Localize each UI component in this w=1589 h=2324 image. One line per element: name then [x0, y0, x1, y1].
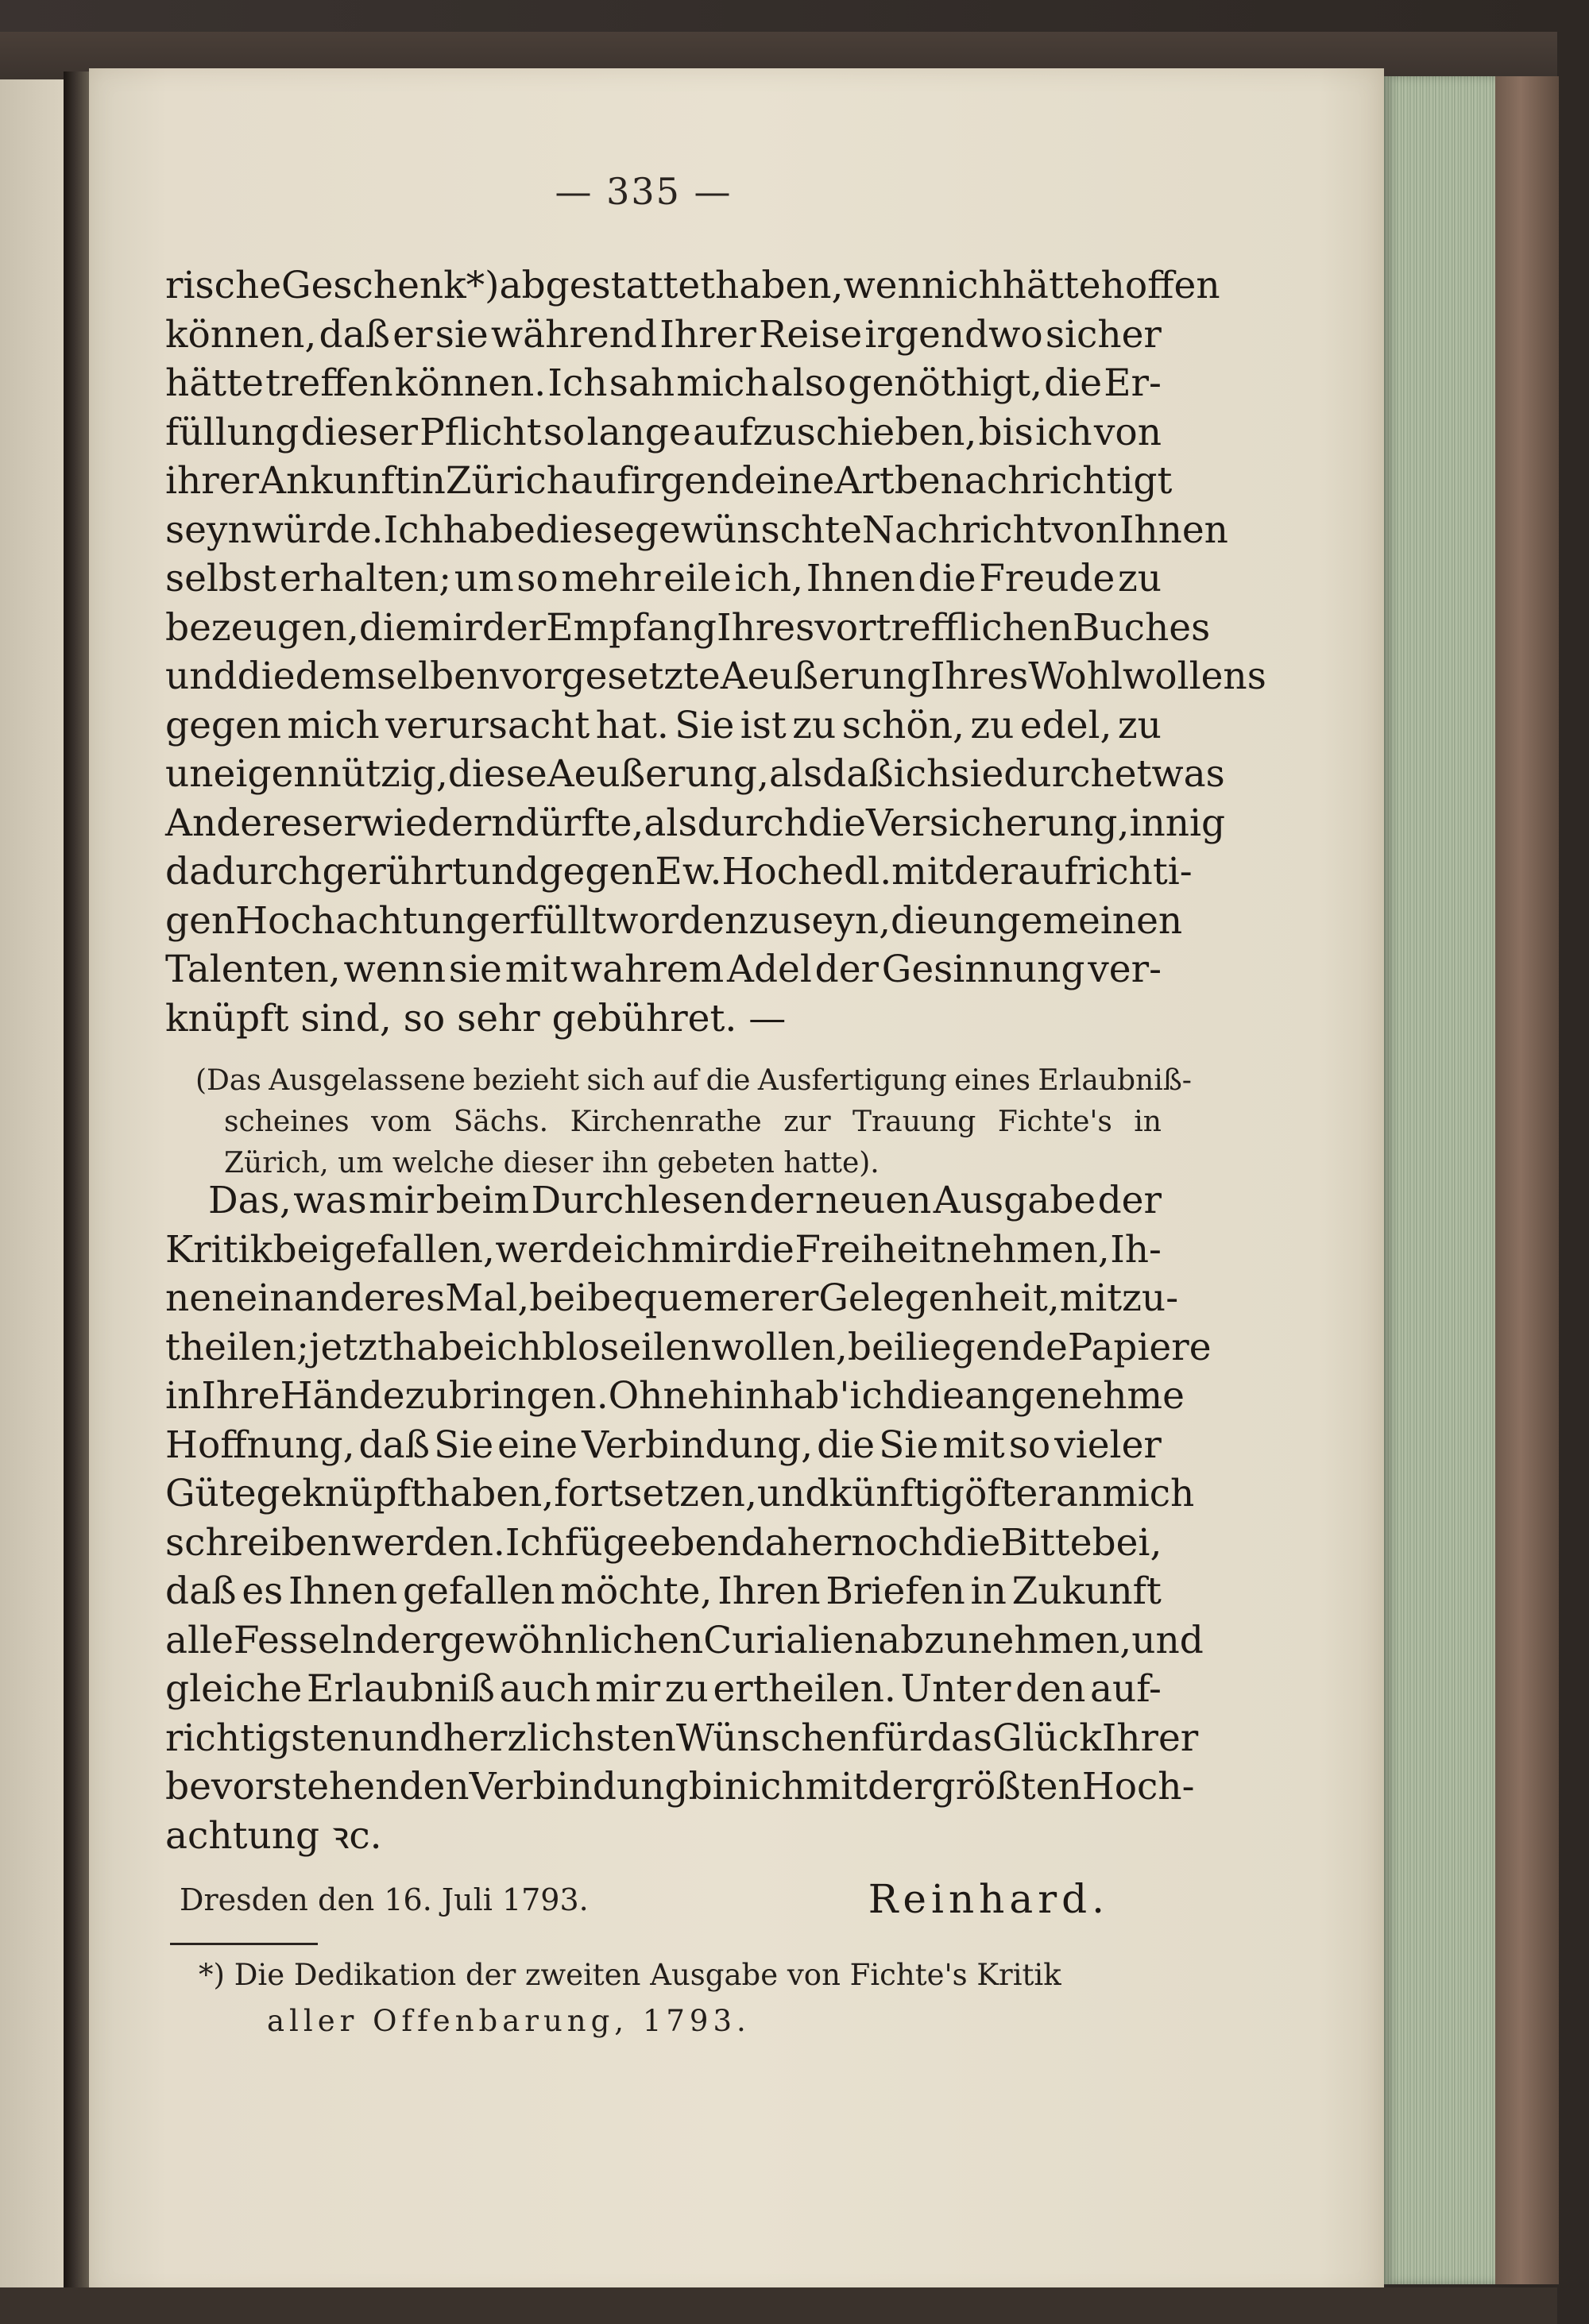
book-cover-bottom — [0, 2287, 1557, 2324]
text-line: füllung dieser Pflicht so lange aufzuschieben, bis ich von — [165, 410, 1162, 454]
text-line: knüpft sind, so sehr gebühret. — — [165, 996, 787, 1040]
text-line: nen ein anderes Mal, bei bequemerer Gelegenheit, mitzu- — [165, 1276, 1179, 1320]
left-page-edge — [0, 79, 64, 2287]
text-line: Talenten, wenn sie mit wahrem Adel der Gesinnung ver- — [165, 948, 1162, 991]
text-line: und die demselben vorgesetzte Aeußerung Ihres Wohlwollens — [165, 654, 1266, 698]
signature-name: Reinhard. — [868, 1876, 1109, 1922]
text-line: selbst erhalten; um so mehr eile ich, Ihnen die Freude zu — [165, 557, 1162, 600]
text-line: scheines vom Sächs. Kirchenrathe zur Trauung Fichte's in — [224, 1106, 1162, 1138]
page-edges — [1384, 76, 1495, 2284]
text-line: alle Fesseln der gewöhnlichen Curialien abzunehmen, und — [165, 1618, 1204, 1662]
footnote-line-1: *) Die Dedikation der zweiten Ausgabe von Fichte's Kritik — [199, 1958, 1061, 1992]
text-line: theilen; jetzt habe ich blos eilen wollen, beiliegende Papiere — [165, 1325, 1212, 1369]
text-line: Das, was mir beim Durchlesen der neuen Ausgabe der — [208, 1179, 1162, 1222]
text-line: ihrer Ankunft in Zürich auf irgend eine Art benachrichtigt — [165, 459, 1173, 503]
text-line: achtung ꝛc. — [165, 1813, 382, 1858]
signature-row — [180, 1876, 1109, 1924]
text-line: gleiche Erlaubniß auch mir zu ertheilen. Unter den auf- — [165, 1667, 1162, 1711]
text-line: schreiben werden. Ich füge eben daher noch die Bitte bei, — [165, 1520, 1162, 1565]
text-line: Hoffnung, daß Sie eine Verbindung, die Sie mit so vieler — [165, 1423, 1162, 1467]
book-cover-right — [1495, 76, 1559, 2284]
text-line: können, daß er sie während Ihrer Reise irgendwo sicher — [165, 312, 1162, 357]
text-line: rische Geschenk*) abgestattet haben, wenn ich hätte hoffen — [165, 264, 1220, 307]
page-number: — 335 — — [555, 170, 733, 213]
place-date: Dresden den 16. Juli 1793. — [180, 1882, 589, 1917]
text-line: (Das Ausgelassene bezieht sich auf die Ausfertigung eines Erlaubniß- — [195, 1064, 1192, 1097]
text-line: bezeugen, die mir der Empfang Ihres vortrefflichen Buches — [165, 605, 1211, 650]
text-line: richtigsten und herzlichsten Wünschen für das Glück Ihrer — [165, 1716, 1199, 1760]
text-line: uneigennützig, diese Aeußerung, als daß ich sie durch etwas — [165, 752, 1225, 796]
text-line: Anderes erwiedern dürfte, als durch die Versicherung, innig — [165, 801, 1226, 845]
footnote-rule — [170, 1943, 318, 1945]
text-line: in Ihre Hände zu bringen. Ohnehin hab' ich die angenehme — [165, 1374, 1185, 1418]
text-line: Zürich, um welche dieser ihn gebeten hatte). — [224, 1147, 880, 1179]
text-line: dadurch gerührt und gegen Ew. Hochedl. mit der aufrichti- — [165, 850, 1193, 894]
text-line: Kritik beigefallen, werde ich mir die Freiheit nehmen, Ih- — [165, 1227, 1162, 1272]
book-gutter — [64, 71, 91, 2295]
text-line: gegen mich verursacht hat. Sie ist zu schön, zu edel, zu — [165, 703, 1162, 747]
text-line: gen Hochachtung erfüllt worden zu seyn, die ungemeinen — [165, 898, 1183, 943]
text-line: Güte geknüpft haben, fortsetzen, und künftig öfter an mich — [165, 1472, 1195, 1515]
text-line: daß es Ihnen gefallen möchte, Ihren Briefen in Zukunft — [165, 1569, 1162, 1613]
footnote-line-2: aller Offenbarung, 1793. — [267, 2004, 751, 2038]
text-line: seyn würde. Ich habe diese gewünschte Nachricht von Ihnen — [165, 508, 1228, 552]
text-line: hätte treffen können. Ich sah mich also genöthigt, die Er- — [165, 361, 1162, 405]
text-line: bevorstehenden Verbindung bin ich mit der größten Hoch- — [165, 1765, 1195, 1809]
